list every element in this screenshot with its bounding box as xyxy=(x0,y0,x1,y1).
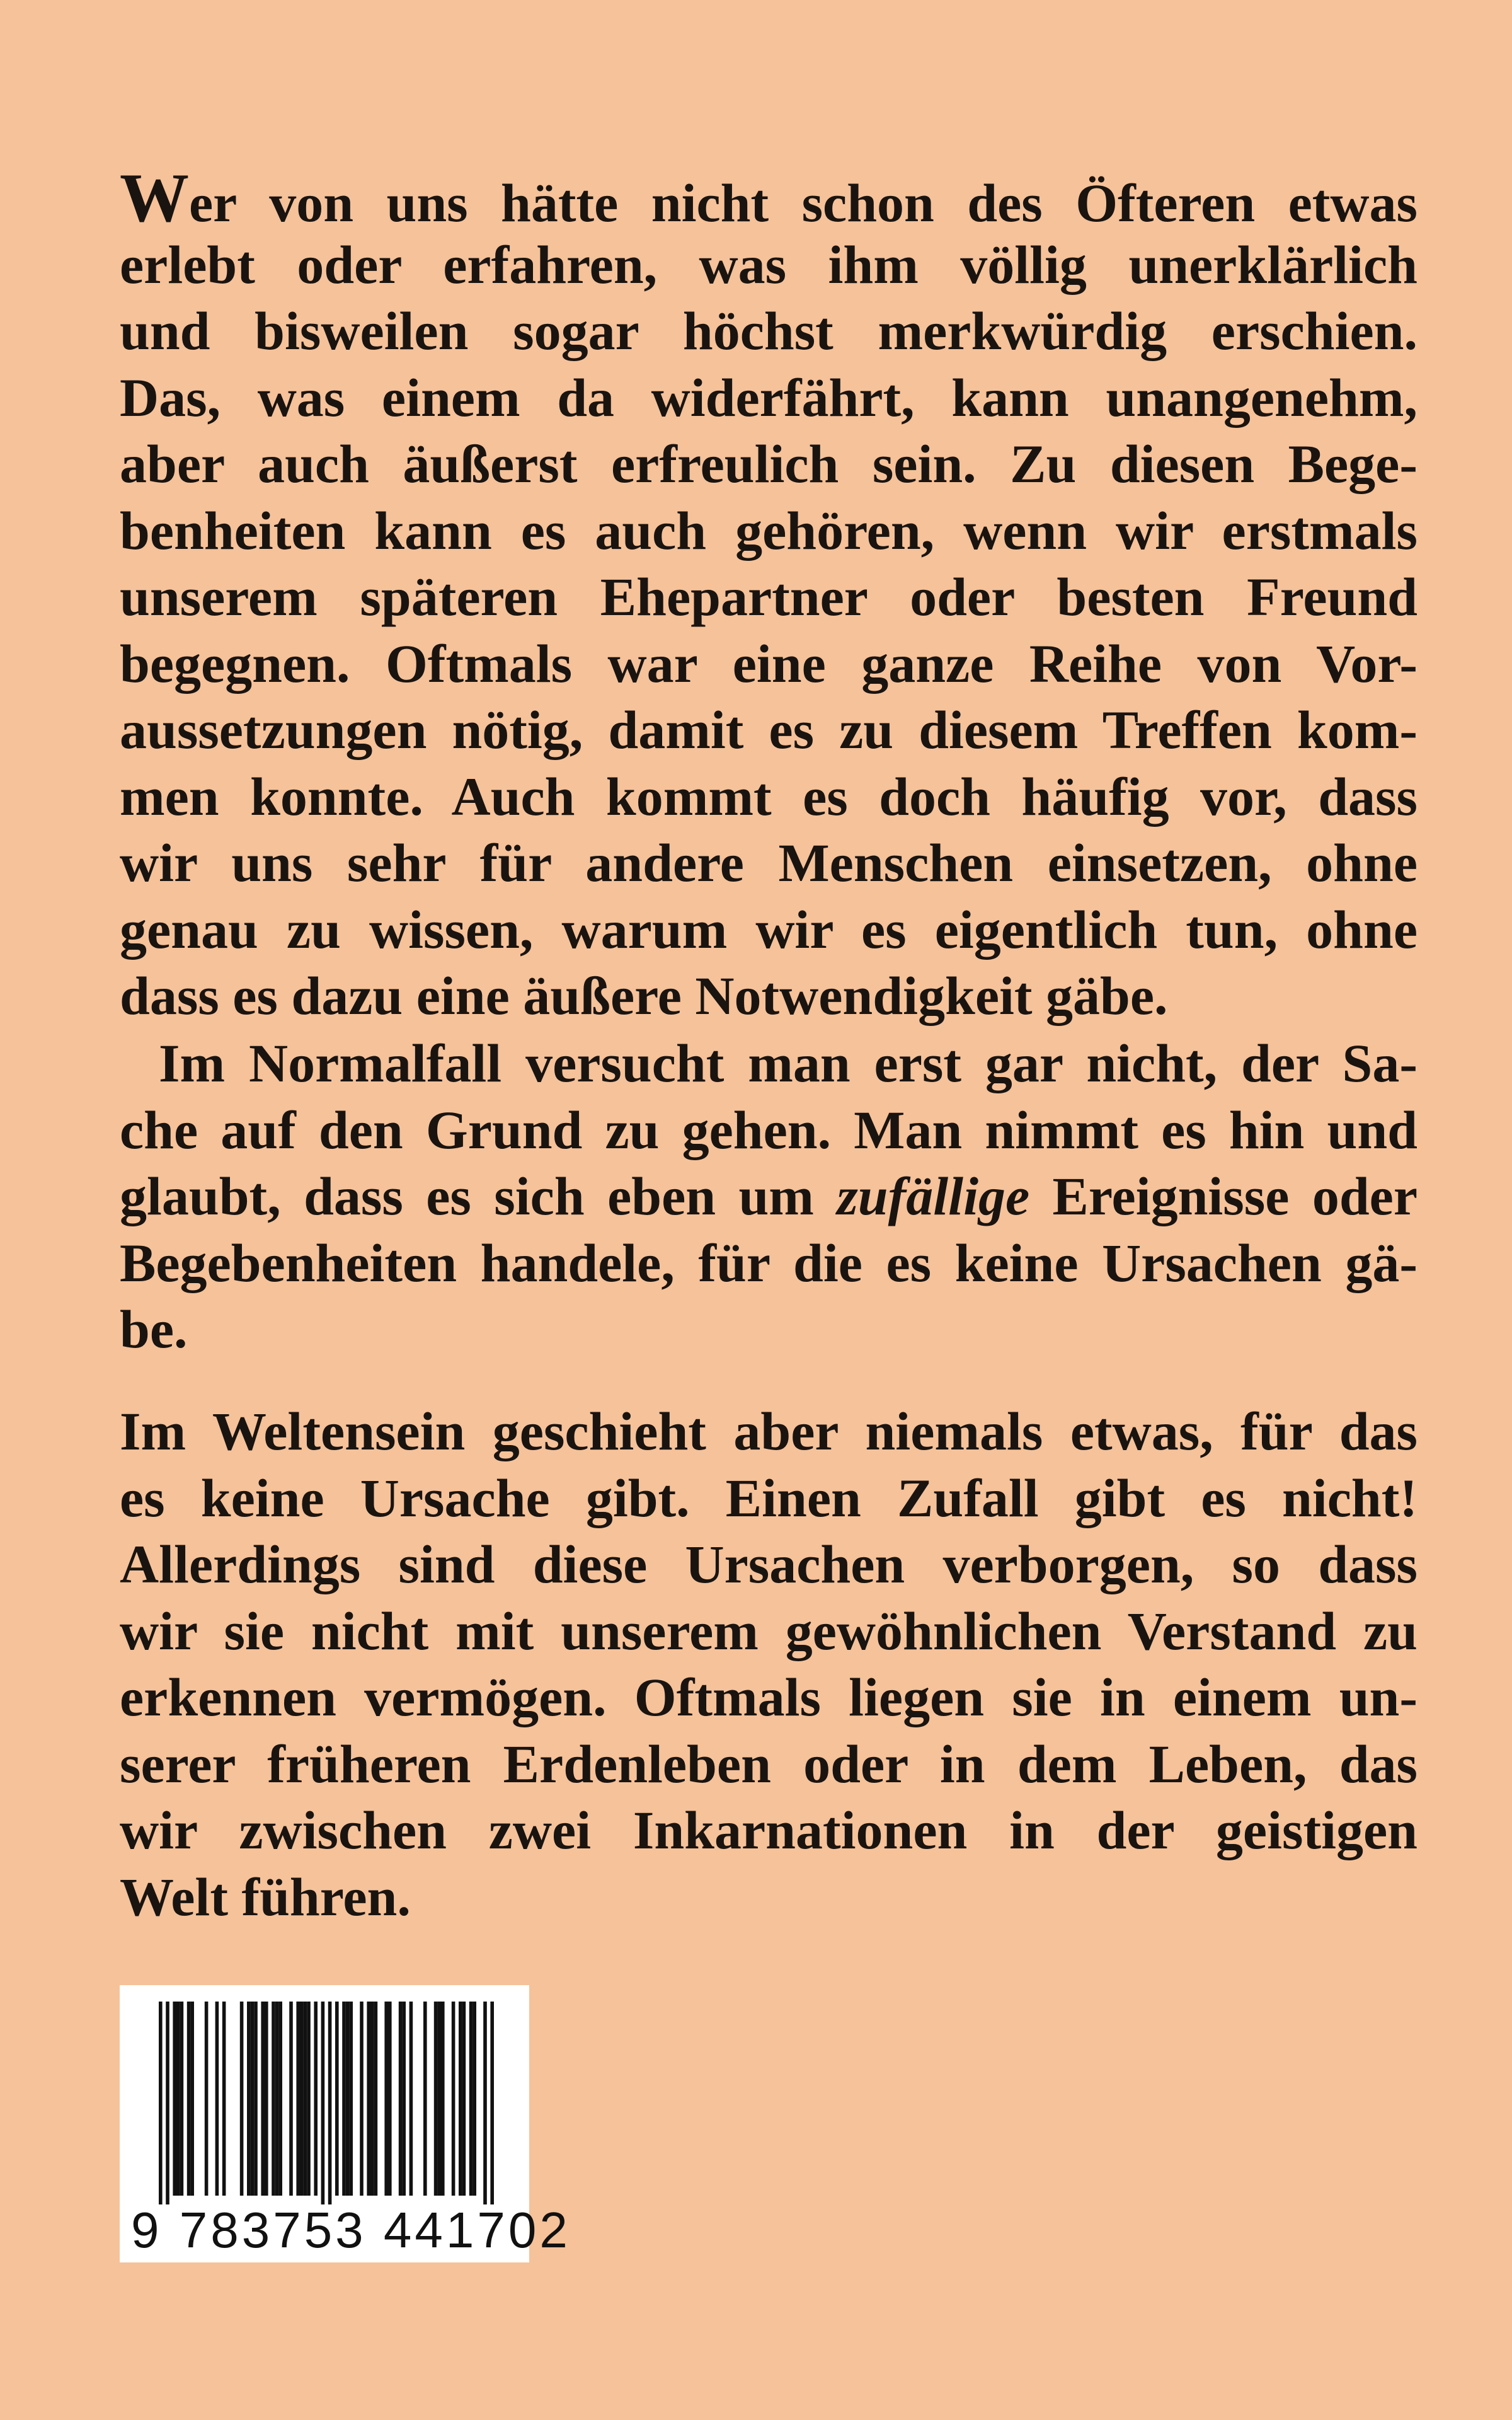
barcode-bar xyxy=(335,2002,339,2196)
barcode-bar xyxy=(261,2002,265,2196)
text-line: unserem späteren Ehepartner oder besten Freund xyxy=(120,567,1418,627)
isbn-barcode xyxy=(120,1985,571,2262)
barcode-bar xyxy=(215,2002,219,2196)
barcode-bar xyxy=(374,2002,378,2196)
barcode-bar xyxy=(159,2002,163,2204)
text-line: Allerdings sind diese Ursachen verborgen, so dass xyxy=(120,1534,1418,1594)
paragraph-2 xyxy=(120,1030,1418,1363)
text-segment: Ereignisse oder xyxy=(1029,1166,1418,1226)
barcode-bar xyxy=(240,2002,244,2196)
barcode-bar xyxy=(459,2002,462,2196)
barcode-bar xyxy=(452,2002,455,2196)
barcode-number: 9 783753 441702 xyxy=(131,2202,571,2258)
barcode-bar xyxy=(410,2002,413,2196)
emphasized-word: zufällige xyxy=(837,1166,1030,1226)
barcode-bar xyxy=(278,2002,282,2196)
text-line: serer früheren Erdenleben oder in dem Leben, das xyxy=(120,1733,1418,1794)
barcode-bar xyxy=(254,2002,258,2196)
barcode-bar xyxy=(173,2002,176,2196)
text-line: wir sie nicht mit unserem gewöhnlichen Verstand zu xyxy=(120,1600,1418,1661)
barcode-bar xyxy=(205,2002,209,2196)
barcode-bar xyxy=(342,2002,346,2196)
text-line: Welt führen. xyxy=(120,1866,411,1927)
barcode-bar xyxy=(190,2002,194,2196)
barcode-bar xyxy=(166,2002,169,2204)
barcode-bar xyxy=(272,2002,275,2196)
text-line: begegnen. Oftmals war eine ganze Reihe von Vor- xyxy=(120,633,1418,694)
barcode-bar xyxy=(321,2002,325,2204)
barcode-bar xyxy=(399,2002,403,2196)
text-line: Im Normalfall versucht man erst gar nicht, der Sa- xyxy=(159,1033,1418,1093)
barcode-bar xyxy=(307,2002,311,2196)
text-line xyxy=(120,1163,1418,1230)
barcode-bar xyxy=(247,2002,251,2196)
text-line: aussetzungen nötig, damit es zu diesem Treffen kom- xyxy=(120,700,1418,760)
initial-letter: W xyxy=(120,159,189,236)
text-line: Begebenheiten handele, für die es keine Ursachen gä- xyxy=(120,1232,1418,1293)
text-line: wir zwischen zwei Inkarnationen in der geistigen xyxy=(120,1800,1418,1860)
text-line-rest: er von uns hätte nicht schon des Öfteren etwas xyxy=(189,173,1418,233)
text-line: es keine Ursache gibt. Einen Zufall gibt es nicht! xyxy=(120,1467,1418,1528)
barcode-bar xyxy=(251,2002,255,2196)
text-line: genau zu wissen, warum wir es eigentlich tun, ohne xyxy=(120,899,1418,960)
barcode-bar xyxy=(388,2002,392,2196)
text-line: be. xyxy=(120,1299,188,1359)
text-line: erkennen vermögen. Oftmals liegen sie in einem un- xyxy=(120,1667,1418,1727)
barcode-bar xyxy=(360,2002,364,2196)
text-line: erlebt oder erfahren, was ihm völlig unerklärlich xyxy=(120,234,1418,295)
text-line xyxy=(120,159,1418,236)
barcode-bar xyxy=(402,2002,406,2196)
text-line: che auf den Grund zu gehen. Man nimmt es hin und xyxy=(120,1099,1418,1160)
paragraph-3 xyxy=(120,1398,1418,1930)
barcode-bar xyxy=(275,2002,279,2196)
barcode-bar xyxy=(346,2002,350,2196)
barcode-bar xyxy=(384,2002,388,2196)
text-line: Im Weltensein geschieht aber niemals etwas, für das xyxy=(120,1401,1418,1461)
barcode-bar xyxy=(296,2002,300,2196)
barcode-bar xyxy=(265,2002,268,2196)
barcode-bar xyxy=(300,2002,304,2196)
barcode-bar xyxy=(187,2002,191,2196)
barcode-bar xyxy=(462,2002,466,2196)
barcode-bar xyxy=(314,2002,318,2196)
text-line: Das, was einem da widerfährt, kann unangenehm, xyxy=(120,367,1418,428)
text-line: wir uns sehr für andere Menschen einsetzen, ohne xyxy=(120,833,1418,893)
text-line: und bisweilen sogar höchst merkwürdig erschien. xyxy=(120,301,1418,361)
barcode-bar xyxy=(483,2002,487,2204)
barcode-bar xyxy=(289,2002,293,2196)
barcode-bar xyxy=(423,2002,427,2196)
barcode-bar xyxy=(222,2002,226,2196)
barcode-bar xyxy=(469,2002,473,2196)
barcode-bar xyxy=(490,2002,494,2204)
barcode-bar xyxy=(176,2002,180,2196)
text-line: dass es dazu eine äußere Notwendigkeit gäbe. xyxy=(120,965,1168,1026)
barcode-bar xyxy=(441,2002,445,2196)
barcode-bar xyxy=(367,2002,370,2196)
barcode-bar xyxy=(370,2002,374,2196)
text-line: aber auch äußerst erfreulich sein. Zu diesen Bege- xyxy=(120,434,1418,494)
text-line: men konnte. Auch kommt es doch häufig vor, dass xyxy=(120,766,1418,827)
barcode-bar xyxy=(434,2002,438,2196)
barcode-bar xyxy=(437,2002,441,2196)
barcode-bar xyxy=(304,2002,307,2196)
text-line: benheiten kann es auch gehören, wenn wir erstmals xyxy=(120,500,1418,561)
text-segment: glaubt, dass es sich eben um xyxy=(120,1166,837,1226)
barcode-bar xyxy=(349,2002,353,2196)
barcode-bar xyxy=(180,2002,184,2196)
barcode-bar xyxy=(328,2002,332,2204)
barcode-bar xyxy=(472,2002,476,2196)
paragraph-1 xyxy=(120,159,1418,1030)
